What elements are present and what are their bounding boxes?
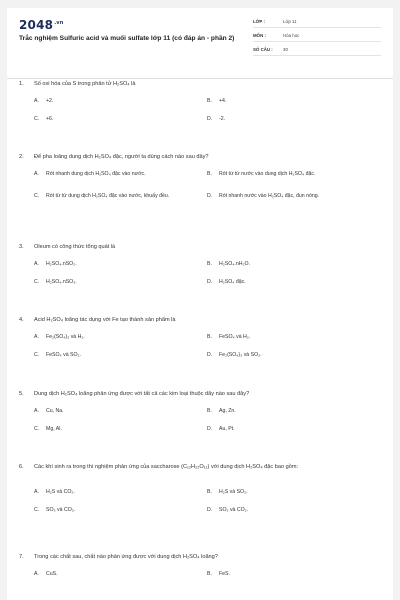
option-letter: C. (34, 507, 40, 513)
question-4 (19, 316, 381, 365)
meta-row-grade (253, 16, 381, 28)
question-1 (19, 80, 381, 129)
option-text: +2. (46, 98, 54, 104)
option-letter: D. (207, 507, 213, 513)
option-letter: D. (207, 279, 213, 285)
option-text: Au, Pt. (219, 426, 235, 432)
meta-row-count (253, 44, 381, 56)
answer-option-d[interactable] (207, 278, 387, 287)
question-3 (19, 243, 381, 292)
option-text: H₂SO₄.nSO₂. (46, 261, 77, 267)
answer-option-c[interactable] (34, 351, 194, 360)
answer-option-d[interactable] (207, 192, 387, 201)
answer-option-a[interactable] (34, 97, 194, 106)
option-text: FeSO₄ và H₂. (219, 334, 251, 340)
answer-option-d[interactable] (207, 351, 387, 360)
answer-options (34, 472, 381, 512)
meta-key: MÔN : (253, 33, 266, 38)
option-text: H₂SO₄ đặc. (219, 279, 246, 285)
option-text: H₂SO₄.nSO₃. (46, 279, 77, 285)
option-letter: D. (207, 116, 213, 122)
option-letter: C. (34, 116, 40, 122)
answer-option-d[interactable] (207, 506, 387, 515)
answer-options (34, 252, 381, 292)
answer-option-c[interactable] (34, 115, 194, 124)
option-text: Rót nhanh nước vào H₂SO₄ đặc, đun nóng. (219, 193, 320, 199)
answer-option-c[interactable] (34, 192, 194, 201)
site-logo[interactable] (19, 18, 64, 32)
answer-option-c[interactable] (34, 506, 194, 515)
option-text: Fe₂(SO₄)₃ và H₂. (46, 334, 85, 340)
answer-option-a[interactable] (34, 170, 194, 179)
option-text: Mg, Al. (46, 426, 62, 432)
answer-options (34, 162, 381, 202)
question-number: 4. (19, 317, 24, 323)
option-text: Cu, Na. (46, 408, 64, 414)
option-letter: A. (34, 334, 39, 340)
answer-option-a[interactable] (34, 570, 194, 579)
answer-option-b[interactable] (207, 407, 387, 416)
option-letter: B. (207, 261, 212, 267)
question-text: Để pha loãng dung dịch H₂SO₄ đặc, người ta dùng cách nào sau đây? (34, 154, 209, 160)
option-text: Rót từ từ nước vào dung dịch H₂SO₄ đặc. (219, 171, 316, 177)
option-text: -2. (219, 116, 226, 122)
option-letter: D. (207, 352, 213, 358)
answer-option-b[interactable] (207, 570, 387, 579)
question-text: Các khí sinh ra trong thí nghiệm phản ứng của saccharose (C₁₂H₂₂O₁₁) với dung dịch H₂SO₄ đặc bao gồm: (34, 464, 299, 470)
answer-option-a[interactable] (34, 488, 194, 497)
option-letter: D. (207, 193, 213, 199)
answer-options (34, 89, 381, 129)
question-stem (19, 316, 381, 325)
logo-text: 2048 (19, 18, 54, 32)
question-number: 2. (19, 154, 24, 160)
option-letter: A. (34, 571, 39, 577)
question-stem (19, 153, 381, 162)
option-letter: C. (34, 279, 40, 285)
option-text: +4. (219, 98, 227, 104)
answer-options (34, 562, 381, 600)
question-number: 3. (19, 244, 24, 250)
answer-option-c[interactable] (34, 425, 194, 434)
question-2 (19, 153, 381, 202)
option-letter: D. (207, 426, 213, 432)
meta-key: SỐ CÂU : (253, 47, 273, 52)
question-7 (19, 553, 381, 600)
question-text: Acid H₂SO₄ loãng tác dụng với Fe tạo thành sản phẩm là (34, 317, 176, 323)
question-stem (19, 80, 381, 89)
meta-value: Hóa học (283, 33, 300, 38)
option-text: FeS. (219, 571, 230, 577)
option-letter: B. (207, 98, 212, 104)
option-letter: C. (34, 426, 40, 432)
answer-option-c[interactable] (34, 278, 194, 287)
header-divider (7, 78, 393, 79)
question-stem (19, 243, 381, 252)
option-letter: C. (34, 352, 40, 358)
option-text: Fe₂(SO₄)₃ và SO₂. (219, 352, 262, 358)
answer-option-b[interactable] (207, 97, 387, 106)
meta-key: LỚP : (253, 19, 265, 24)
page-header (7, 8, 393, 72)
option-text: FeSO₄ và SO₂. (46, 352, 81, 358)
option-text: Ag, Zn. (219, 408, 236, 414)
answer-option-b[interactable] (207, 488, 387, 497)
answer-options (34, 399, 381, 439)
answer-option-b[interactable] (207, 333, 387, 342)
option-letter: B. (207, 408, 212, 414)
meta-row-subject (253, 30, 381, 42)
question-text: Trong các chất sau, chất nào phản ứng được với dung dịch H₂SO₄ loãng? (34, 554, 218, 560)
answer-option-b[interactable] (207, 260, 387, 269)
option-letter: B. (207, 171, 212, 177)
question-text: Oleum có công thức tổng quát là (34, 244, 116, 250)
answer-option-a[interactable] (34, 407, 194, 416)
answer-option-b[interactable] (207, 170, 387, 179)
question-number: 6. (19, 464, 24, 470)
meta-value: Lớp 11 (283, 19, 297, 24)
option-text: SO₃ và CO₂. (46, 507, 76, 513)
logo-suffix: .vn (54, 20, 64, 26)
option-text: H₂SO₄.nH₂O. (219, 261, 250, 267)
answer-option-d[interactable] (207, 425, 387, 434)
answer-option-a[interactable] (34, 260, 194, 269)
question-text: Dung dịch H₂SO₄ loãng phản ứng được với tất cả các kim loại thuộc dãy nào sau đây? (34, 391, 250, 397)
option-text: H₂S và CO₂. (46, 489, 75, 495)
worksheet-page (7, 8, 393, 600)
answer-option-a[interactable] (34, 333, 194, 342)
option-text: CuS. (46, 571, 58, 577)
question-6 (19, 463, 381, 512)
option-text: +6. (46, 116, 54, 122)
option-letter: C. (34, 193, 40, 199)
question-number: 7. (19, 554, 24, 560)
question-number: 5. (19, 391, 24, 397)
answer-options (34, 325, 381, 365)
option-letter: B. (207, 571, 212, 577)
answer-option-d[interactable] (207, 115, 387, 124)
page-title: Trắc nghiệm Sulfuric acid và muối sulfate lớp 11 (có đáp án - phần 2) (19, 35, 235, 42)
question-stem (19, 463, 381, 472)
option-letter: A. (34, 171, 39, 177)
option-text: H₂S và SO₂. (219, 489, 248, 495)
question-number: 1. (19, 81, 24, 87)
option-letter: B. (207, 334, 212, 340)
option-text: Rót nhanh dung dịch H₂SO₄ đặc vào nước. (46, 171, 146, 177)
meta-value: 30 (283, 47, 288, 52)
option-letter: A. (34, 261, 39, 267)
option-letter: B. (207, 489, 212, 495)
meta-table (253, 16, 381, 58)
question-stem (19, 390, 381, 399)
question-text: Số oxi hóa của S trong phân tử H₂SO₄ là (34, 81, 136, 87)
question-5 (19, 390, 381, 439)
question-stem (19, 553, 381, 562)
option-text: Rót từ từ dung dịch H₂SO₄ đặc vào nước, khuấy đều. (46, 193, 170, 199)
option-letter: A. (34, 408, 39, 414)
option-letter: A. (34, 489, 39, 495)
option-letter: A. (34, 98, 39, 104)
option-text: SO₂ và CO₂. (219, 507, 249, 513)
